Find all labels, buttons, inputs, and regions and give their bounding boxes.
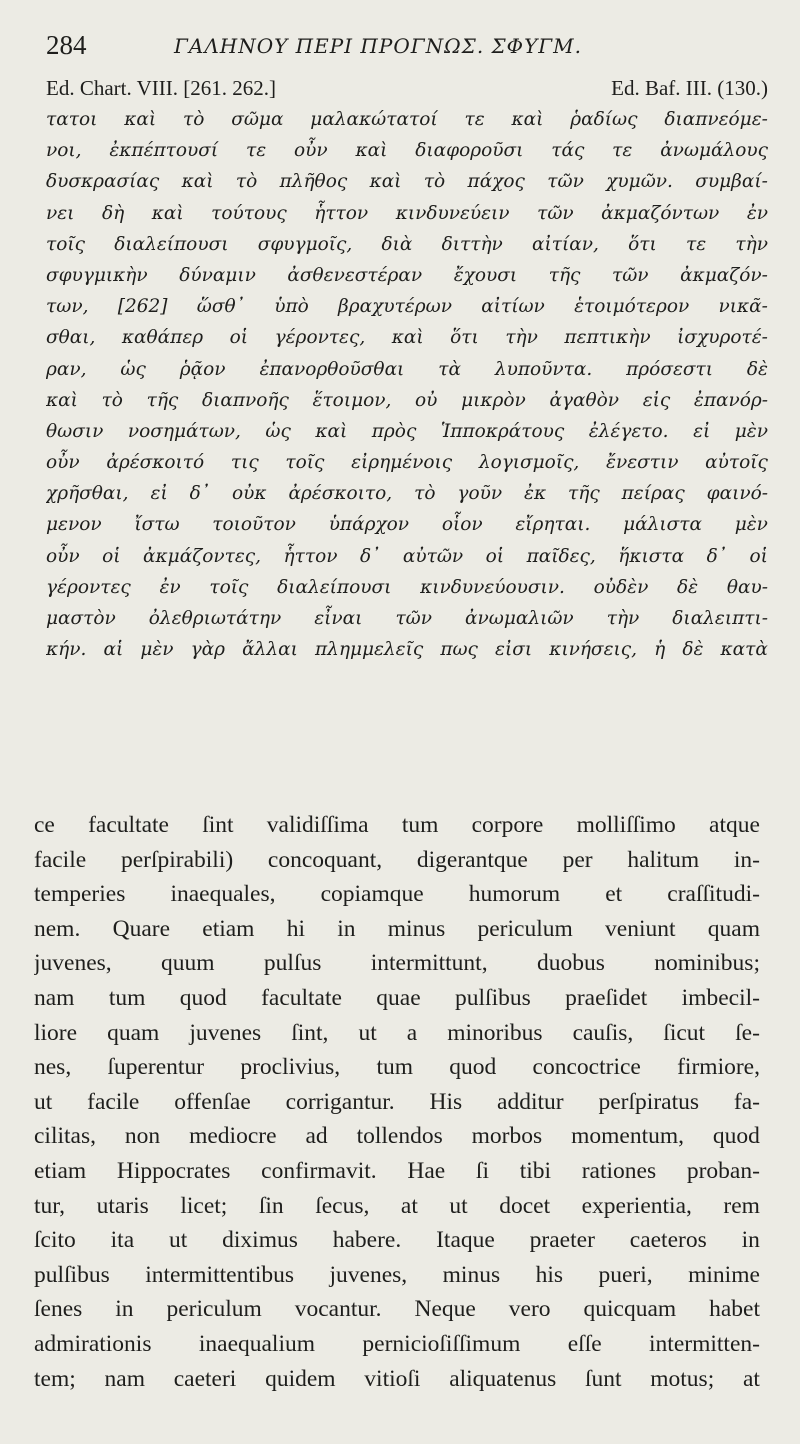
page-number: 284 — [46, 30, 87, 60]
greek-text-line: νοι, ἐκπέπτουσί τε οὖν καὶ διαφοροῦσι τάς τε ἀνωμάλους — [46, 140, 768, 162]
edition-basel: Ed. Baf. III. (130.) — [611, 76, 768, 100]
latin-text-line: ce facultate ſint validiſſima tum corpore molliſſimo atque — [34, 812, 760, 838]
latin-text-line: cilitas, non mediocre ad tollendos morbos momentum, quod — [34, 1123, 760, 1150]
greek-text-line: σφυγμικὴν δύναμιν ἀσθενεστέραν ἔχουσι τῆς τῶν ἀκμαζόν- — [46, 264, 768, 286]
greek-text-line: νει δὴ καὶ τούτους ἧττον κινδυνεύειν τῶν ἀκμαζόντων ἐν — [46, 202, 768, 224]
greek-text-block — [46, 104, 768, 665]
greek-text-line: τατοι καὶ τὸ σῶμα μαλακώτατοί τε καὶ ῥαδίως διαπνεόμε- — [46, 109, 768, 130]
greek-text-line: των, [262] ὥσθ᾽ ὑπὸ βραχυτέρων αἰτίων ἑτοιμότερον νικᾶ- — [46, 296, 768, 318]
greek-text-line: μαστὸν ὀλεθριωτάτην εἶναι τῶν ἀνωμαλιῶν τὴν διαλειπτι- — [46, 608, 768, 629]
latin-text-line: tur, utaris licet; ſin ſecus, at ut docet experientia, rem — [34, 1192, 760, 1219]
latin-text-line: liore quam juvenes ſint, ut a minoribus cauſis, ſicut ſe- — [34, 1019, 760, 1046]
greek-text-line: κήν. αἱ μὲν γὰρ ἄλλαι πλημμελεῖς πως εἰσι κινήσεις, ἡ δὲ κατὰ — [46, 639, 768, 661]
latin-text-line: tem; nam caeteri quidem vitioſi aliquatenus ſunt motus; at — [34, 1365, 760, 1392]
greek-text-line: μενον ἴστω τοιοῦτον ὑπάρχον οἷον εἴρηται. μάλιστα μὲν — [46, 514, 768, 536]
latin-text-line: ut facile offenſae corrigantur. His additur perſpiratus fa- — [34, 1088, 760, 1115]
latin-text-line: etiam Hippocrates confirmavit. Hae ſi tibi rationes proban- — [34, 1157, 760, 1184]
edition-chartier: Ed. Chart. VIII. [261. 262.] — [46, 76, 276, 100]
latin-text-line: nem. Quare etiam hi in minus periculum veniunt quam — [34, 915, 760, 942]
greek-text-line: ραν, ὡς ῥᾷον ἐπανορθοῦσθαι τὰ λυποῦντα. πρόσεστι δὲ — [46, 358, 768, 380]
latin-text-line: juvenes, quum pulſus intermittunt, duobus nominibus; — [34, 950, 760, 977]
greek-text-line: οὖν ἀρέσκοιτό τις τοῖς εἰρημένοις λογισμοῖς, ἔνεστιν αὐτοῖς — [46, 452, 768, 474]
greek-text-line: θωσιν νοσημάτων, ὡς καὶ πρὸς Ἱπποκράτους ἐλέγετο. εἰ μὲν — [46, 420, 768, 442]
latin-text-line: nes, ſuperentur proclivius, tum quod concoctrice firmiore, — [34, 1054, 760, 1081]
latin-text-line: nam tum quod facultate quae pulſibus praeſidet imbecil- — [34, 984, 760, 1011]
edition-reference-line — [46, 76, 768, 102]
greek-text-line: δυσκρασίας καὶ τὸ πλῆθος καὶ τὸ πάχος τῶν χυμῶν. συμβαί- — [46, 171, 768, 193]
greek-text-line: τοῖς διαλείπουσι σφυγμοῖς, διὰ διττὴν αἰτίαν, ὅτι τε τὴν — [46, 233, 768, 255]
greek-text-line: γέροντες ἐν τοῖς διαλείπουσι κινδυνεύουσιν. οὐδὲν δὲ θαυ- — [46, 576, 768, 598]
latin-text-line: facile perſpirabili) concoquant, digerantque per halitum in- — [34, 846, 760, 873]
latin-text-line: ſenes in periculum vocantur. Neque vero quicquam habet — [34, 1296, 760, 1323]
greek-text-line: καὶ τὸ τῆς διαπνοῆς ἕτοιμον, οὐ μικρὸν ἀγαθὸν εἰς ἐπανόρ- — [46, 389, 768, 411]
latin-text-line: temperies inaequales, copiamque humorum et craſſitudi- — [34, 881, 760, 908]
latin-text-block — [34, 808, 760, 1396]
greek-text-line: σθαι, καθάπερ οἱ γέροντες, καὶ ὅτι τὴν πεπτικὴν ἰσχυροτέ- — [46, 327, 768, 349]
latin-text-line: pulſibus intermittentibus juvenes, minus his pueri, minime — [34, 1261, 760, 1288]
greek-text-line: οὖν οἱ ἀκμάζοντες, ἧττον δ᾽ αὐτῶν οἱ παῖδες, ἥκιστα δ᾽ οἱ — [46, 545, 768, 567]
greek-text-line: χρῆσθαι, εἰ δ᾽ οὐκ ἀρέσκοιτο, τὸ γοῦν ἐκ τῆς πείρας φαινό- — [46, 483, 768, 505]
running-title: ΓΑΛΗΝΟΥ ΠΕΡΙ ΠΡΟΓΝΩΣ. ΣΦΥΓΜ. — [174, 34, 582, 58]
latin-text-line: admirationis inaequalium pernicioſiſſimum eſſe intermitten- — [34, 1330, 760, 1357]
latin-text-line: ſcito ita ut diximus habere. Itaque praeter caeteros in — [34, 1227, 760, 1254]
page-header — [46, 30, 766, 64]
